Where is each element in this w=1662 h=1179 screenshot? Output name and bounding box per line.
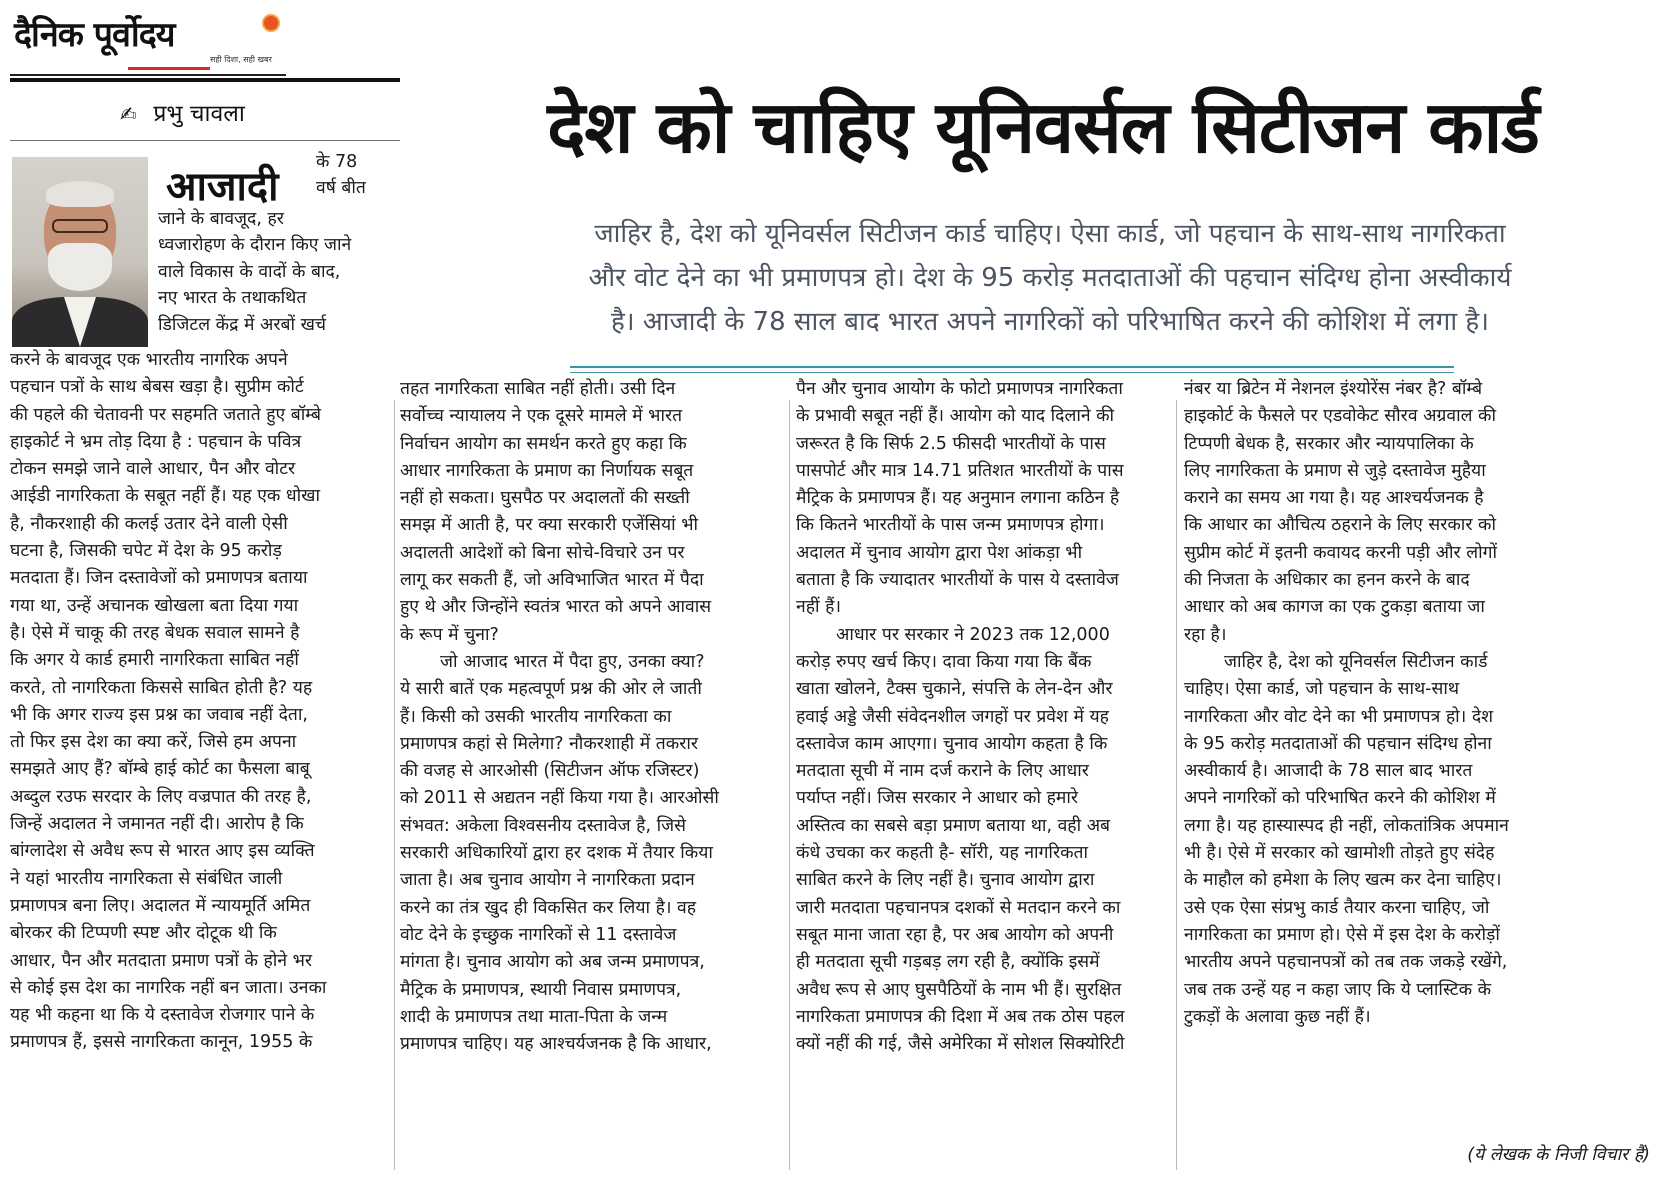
text-line: मतदाता हैं। जिन दस्तावेजों को प्रमाणपत्र बताया [10,568,308,589]
text-line: जिन्हें अदालत ने जमानत नहीं दी। आरोप है कि [10,814,304,835]
article-headline: देश को चाहिए यूनिवर्सल सिटीजन कार्ड [547,85,1539,169]
text-line: है। ऐसे में चाकू की तरह बेधक सवाल सामने है [10,622,300,643]
text-line: समझ में आती है, पर क्या सरकारी एजेंसियां भी [400,515,699,536]
text-line: सर्वोच्च न्यायालय ने एक दूसरे मामले में भारत [400,406,683,427]
newspaper-masthead [10,8,286,70]
text-line: भारतीय अपने पहचानपत्रों को तब तक जकड़े रखेंगे, [1184,952,1508,973]
deck-line: और वोट देने का भी प्रमाणपत्र हो। देश के 95 करोड़ मतदाताओं की पहचान संदिग्ध होना अस्वीकार्य [588,263,1512,293]
text-line: बोरकर की टिप्पणी स्पष्ट और दोटूक थी कि [10,923,277,944]
text-line: नागरिकता और वोट देने का भी प्रमाणपत्र हो। देश [1184,706,1494,727]
masthead-accent-line [128,67,210,70]
text-line: अब्दुल रउफ सरदार के लिए वज्रपात की तरह है, [10,786,312,807]
text-line: मांगता है। चुनाव आयोग को अब जन्म प्रमाणपत्र, [400,952,705,973]
text-line: नागरिकता का प्रमाण हो। ऐसे में इस देश के करोड़ों [1184,924,1500,945]
text-line: नए भारत के तथाकथित [158,288,307,309]
newspaper-name: दैनिक पूर्वोदय [14,15,175,55]
text-line: आधार को अब कागज का एक टुकड़ा बताया जा [1184,597,1485,618]
text-line: अस्तित्व का सबसे बड़ा प्रमाण बताया था, वही अब [796,815,1111,836]
text-line: शादी के प्रमाणपत्र तथा माता-पिता के जन्म [400,1006,668,1027]
byline [120,96,245,128]
pen-icon: ✍ [120,102,137,126]
text-line: लिए नागरिकता के प्रमाण से जुड़े दस्तावेज मुहैया [1184,460,1486,481]
text-line: है, नौकरशाही की कलई उतार देने वाली ऐसी [10,513,288,534]
text-line: नहीं हो सकता। घुसपैठ पर अदालतों की सख्ती [400,488,690,509]
text-line: लगा है। यह हास्यास्पद ही नहीं, लोकतांत्रिक अपमान [1184,815,1509,836]
text-line: आईडी नागरिकता के सबूत नहीं हैं। यह एक धोखा [10,486,321,507]
text-line: वाले विकास के वादों के बाद, [158,261,341,282]
text-line: को 2011 से अद्यतन नहीं किया गया है। आरओसी [400,788,719,809]
text-line: उसे एक ऐसा संप्रभु कार्ड तैयार करना चाहिए, जो [1184,897,1490,918]
text-line: पैन और चुनाव आयोग के फोटो प्रमाणपत्र नागरिकता [796,379,1123,399]
text-line: लागू कर सकती हैं, जो अविभाजित भारत में पैदा [400,570,704,591]
text-line: पहचान पत्रों के साथ बेबस खड़ा है। सुप्रीम कोर्ट [10,377,304,398]
text-line: के रूप में चुना? [400,624,499,645]
column-divider [1176,400,1177,1170]
deck-divider [570,372,1454,373]
text-line: डिजिटल केंद्र में अरबों खर्च [158,314,327,335]
article-column-3 [796,376,1170,1058]
text-line: यह भी कहना था कि ये दस्तावेज रोजगार पाने के [10,1005,315,1026]
text-line: गया था, उन्हें अचानक खोखला बता दिया गया [10,595,299,616]
text-line: जारी मतदाता पहचानपत्र दशकों से मतदान करने का [796,897,1121,918]
text-line: जो आजाद भारत में पैदा हुए, उनका क्या? [440,651,705,672]
text-line: अस्वीकार्य है। आजादी के 78 साल बाद भारत [1184,761,1473,782]
text-line: कि आधार का औचित्य ठहराने के लिए सरकार को [1184,515,1497,536]
text-line: तो फिर इस देश का क्या करें, जिसे हम अपना [10,732,297,753]
text-line: हैं। किसी को उसकी भारतीय नागरिकता का [400,706,672,727]
text-line: क्यों नहीं की गई, जैसे अमेरिका में सोशल सिक्योरिटी [796,1034,1125,1055]
text-line: मैट्रिक के प्रमाणपत्र, स्थायी निवास प्रमाणपत्र, [400,979,682,1000]
text-line: बताता है कि ज्यादातर भारतीयों के पास ये दस्तावेज [796,570,1119,591]
text-line: नहीं हैं। [796,597,842,618]
text-line: पर्याप्त नहीं। जिस सरकार ने आधार को हमारे [796,788,1079,809]
text-line: अदालती आदेशों को बिना सोचे-विचारे उन पर [400,542,685,563]
text-line: साबित करने के लिए नहीं है। चुनाव आयोग द्वारा [796,870,1095,891]
text-line: भी कि अगर राज्य इस प्रश्न का जवाब नहीं देता, [10,704,308,725]
text-line: जब तक उन्हें यह न कहा जाए कि ये प्लास्टिक के [1184,979,1492,1000]
text-line: आधार, पैन और मतदाता प्रमाण पत्रों के होने भर [10,950,313,971]
text-line: के 78 [316,152,358,172]
author-photo [12,157,148,347]
text-line: दस्तावेज काम आएगा। चुनाव आयोग कहता है कि [796,733,1108,754]
text-line: करोड़ रुपए खर्च किए। दावा किया गया कि बैंक [796,651,1092,672]
text-line: बांग्लादेश से अवैध रूप से भारत आए इस व्यक्ति [10,841,315,862]
lead-text-cont [158,206,394,338]
byline-rule [10,140,400,141]
text-line: से कोई इस देश का नागरिक नहीं बन जाता। उनका [10,977,327,998]
text-line: ये सारी बातें एक महत्वपूर्ण प्रश्न की ओर ले जाती [400,679,702,700]
text-line: सबूत माना जाता रहा है, पर अब आयोग को अपनी [796,924,1114,945]
text-line: अवैध रूप से आए घुसपैठियों के नाम भी हैं। सुरक्षित [796,979,1122,1000]
text-line: खाता खोलने, टैक्स चुकाने, संपत्ति के लेन-देन और [796,679,1113,700]
text-line: कराने का समय आ गया है। यह आश्चर्यजनक है [1184,488,1484,509]
text-line: करते, तो नागरिकता किससे साबित होती है? यह [10,677,313,698]
text-line: अपने नागरिकों को परिभाषित करने की कोशिश में [1184,788,1496,809]
text-line: मैट्रिक के प्रमाणपत्र हैं। यह अनुमान लगाना कठिन है [796,488,1120,509]
text-line: सुप्रीम कोर्ट में इतनी कवायद करनी पड़ी और लोगों [1184,542,1498,563]
text-line: आधार पर सरकार ने 2023 तक 12,000 [836,624,1110,645]
text-line: हाइकोर्ट के फैसले पर एडवोकेट सौरव अग्रवाल की [1184,406,1497,427]
text-line: रहा है। [1184,624,1227,645]
text-line: अदालत में चुनाव आयोग द्वारा पेश आंकड़ा भी [796,542,1083,563]
deck-line: जाहिर है, देश को यूनिवर्सल सिटीजन कार्ड चाहिए। ऐसा कार्ड, जो पहचान के साथ-साथ नागरिकता [594,219,1506,249]
text-line: निर्वाचन आयोग का समर्थन करते हुए कहा कि [400,433,687,454]
column-top-rule [10,78,400,82]
newspaper-tagline: सही दिशा, सही खबर [210,55,272,64]
text-line: पासपोर्ट और मात्र 14.71 प्रतिशत भारतीयों के पास [796,460,1124,481]
text-line: करने के बावजूद एक भारतीय नागरिक अपने [10,350,288,370]
text-line: जाता है। अब चुनाव आयोग ने नागरिकता प्रदान [400,870,695,891]
text-line: कि अगर ये कार्ड हमारी नागरिकता साबित नहीं [10,650,299,671]
author-disclaimer: (ये लेखक के निजी विचार हैं) [1467,1145,1650,1165]
text-line: हवाई अड्डे जैसी संवेदनशील जगहों पर प्रवेश में यह [796,706,1109,727]
text-line: जाहिर है, देश को यूनिवर्सल सिटीजन कार्ड [1224,651,1488,672]
text-line: ने यहां भारतीय नागरिकता से संबंधित जाली [10,868,283,889]
text-line: संभवत: अकेला विश्वसनीय दस्तावेज है, जिसे [400,815,686,836]
text-line: मतदाता सूची में नाम दर्ज कराने के लिए आधार [796,761,1089,782]
article-column-4 [1184,376,1652,1031]
text-line: टोकन समझे जाने वाले आधार, पैन और वोटर [10,459,296,480]
text-line: के प्रभावी सबूत नहीं हैं। आयोग को याद दिलाने की [796,406,1115,427]
text-line: ही मतदाता सूची गड़बड़ लग रही है, क्योंकि इसमें [796,952,1100,973]
text-line: के 95 करोड़ मतदाताओं की पहचान संदिग्ध होना [1184,733,1492,754]
column-divider [394,400,395,1170]
article-deck [460,212,1640,344]
text-line: आधार नागरिकता के प्रमाण का निर्णायक सबूत [400,460,694,481]
text-line: प्रमाणपत्र बना लिए। अदालत में न्यायमूर्ति अमित [10,895,311,916]
article-column-2 [400,376,782,1058]
text-line: तहत नागरिकता साबित नहीं होती। उसी दिन [400,379,676,399]
text-line: करने का तंत्र खुद ही विकसित कर लिया है। वह [400,897,697,918]
column-divider [789,400,790,1170]
text-line: टिप्पणी बेधक है, सरकार और न्यायपालिका के [1184,433,1474,454]
text-line: की वजह से आरओसी (सिटीजन ऑफ रजिस्टर) [400,761,700,782]
logo-sun-icon [262,14,280,32]
text-line: सरकारी अधिकारियों द्वारा हर दशक में तैयार किया [400,843,713,864]
text-line: घटना है, जिसकी चपेट में देश के 95 करोड़ [10,541,282,562]
text-line: प्रमाणपत्र कहां से मिलेगा? नौकरशाही में तकरार [400,733,699,754]
text-line: कि कितने भारतीयों के पास जन्म प्रमाणपत्र होगा। [796,515,1105,536]
text-line: हाइकोर्ट ने भ्रम तोड़ दिया है : पहचान के पवित्र [10,431,302,452]
text-line: नंबर या ब्रिटेन में नेशनल इंश्योरेंस नंबर है? बॉम्बे [1184,379,1483,399]
text-line: के माहौल को हमेशा के लिए खत्म कर देना चाहिए। [1184,870,1502,891]
article-column-1 [10,347,388,1057]
text-line: ध्वजारोहण के दौरान किए जाने [158,235,352,256]
lead-text [316,149,396,201]
text-line: वर्ष बीत [316,178,366,198]
text-line: की निजता के अधिकार का हनन करने के बाद [1184,570,1470,591]
text-line: टुकड़ों के अलावा कुछ नहीं हैं। [1184,1006,1371,1027]
text-line: प्रमाणपत्र चाहिए। यह आश्चर्यजनक है कि आधार, [400,1034,712,1055]
text-line: भी है। ऐसे में सरकार को खामोशी तोड़ते हुए संदेह [1184,843,1495,864]
deck-divider [570,366,1454,368]
author-name: प्रभु चावला [153,101,245,127]
text-line: हुए थे और जिन्होंने स्वतंत्र भारत को अपने आवास [400,597,712,618]
article-dropcap: आजादी [166,164,279,210]
text-line: जाने के बावजूद, हर [158,209,284,229]
text-line: चाहिए। ऐसा कार्ड, जो पहचान के साथ-साथ [1184,679,1460,700]
text-line: वोट देने के इच्छुक नागरिकों से 11 दस्तावेज [400,924,677,945]
deck-line: है। आजादी के 78 साल बाद भारत अपने नागरिकों को परिभाषित करने की कोशिश में लगा है। [611,307,1489,337]
masthead-rule [10,74,286,76]
text-line: की पहले की चेतावनी पर सहमति जताते हुए बॉम्बे [10,404,321,425]
text-line: नागरिकता प्रमाणपत्र की दिशा में अब तक ठोस पहल [796,1006,1125,1027]
text-line: कंधे उचका कर कहती है- सॉरी, यह नागरिकता [796,843,1089,864]
text-line: समझते आए हैं? बॉम्बे हाई कोर्ट का फैसला बाबू [10,759,310,780]
text-line: जरूरत है कि सिर्फ 2.5 फीसदी भारतीयों के पास [796,433,1106,454]
text-line: प्रमाणपत्र हैं, इससे नागरिकता कानून, 1955 के [10,1032,313,1053]
